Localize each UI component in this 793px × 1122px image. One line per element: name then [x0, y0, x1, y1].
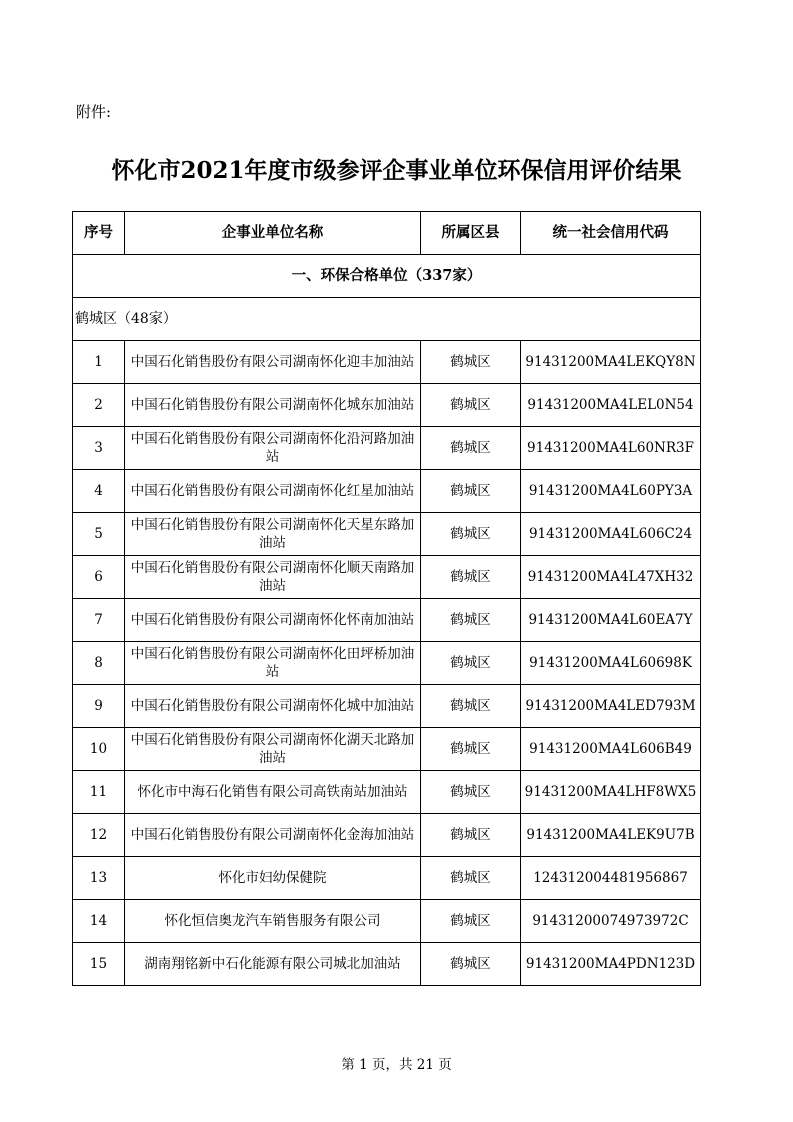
company-name: 中国石化销售股份有限公司湖南怀化天星东路加油站 [125, 513, 421, 556]
company-name: 湖南翔铭新中石化能源有限公司城北加油站 [125, 943, 421, 986]
credit-code: 91431200MA4L60EA7Y [521, 599, 701, 642]
company-name: 中国石化销售股份有限公司湖南怀化城中加油站 [125, 685, 421, 728]
company-name: 中国石化销售股份有限公司湖南怀化湖天北路加油站 [125, 728, 421, 771]
credit-code: 91431200MA4L47XH32 [521, 556, 701, 599]
attachment-label: 附件: [76, 103, 112, 121]
section-title: 一、环保合格单位（337家） [73, 255, 701, 298]
table-row [73, 470, 701, 513]
company-name: 怀化恒信奥龙汽车销售服务有限公司 [125, 900, 421, 943]
credit-code: 124312004481956867 [521, 857, 701, 900]
credit-code: 91431200MA4L60PY3A [521, 470, 701, 513]
row-number: 1 [73, 341, 125, 384]
row-number: 7 [73, 599, 125, 642]
company-name: 中国石化销售股份有限公司湖南怀化红星加油站 [125, 470, 421, 513]
row-number: 14 [73, 900, 125, 943]
credit-code: 91431200MA4LHF8WX5 [521, 771, 701, 814]
row-number: 15 [73, 943, 125, 986]
table-row [73, 900, 701, 943]
company-name: 中国石化销售股份有限公司湖南怀化顺天南路加油站 [125, 556, 421, 599]
row-number: 9 [73, 685, 125, 728]
row-number: 12 [73, 814, 125, 857]
document-title: 怀化市2021年度市级参评企事业单位环保信用评价结果 [111, 157, 682, 184]
district-cell: 鹤城区 [421, 470, 521, 513]
district-cell: 鹤城区 [421, 384, 521, 427]
row-number: 8 [73, 642, 125, 685]
row-number: 11 [73, 771, 125, 814]
row-number: 4 [73, 470, 125, 513]
table-row [73, 685, 701, 728]
district-cell: 鹤城区 [421, 513, 521, 556]
table-row [73, 943, 701, 986]
table-row [73, 513, 701, 556]
row-number: 10 [73, 728, 125, 771]
district-cell: 鹤城区 [421, 642, 521, 685]
district-cell: 鹤城区 [421, 599, 521, 642]
group-title: 鹤城区（48家） [73, 298, 701, 341]
table-row [73, 642, 701, 685]
table-row [73, 599, 701, 642]
credit-code: 91431200MA4LEL0N54 [521, 384, 701, 427]
row-number: 3 [73, 427, 125, 470]
row-number: 2 [73, 384, 125, 427]
table-row [73, 556, 701, 599]
credit-code: 91431200MA4LEK9U7B [521, 814, 701, 857]
header-district: 所属区县 [421, 212, 521, 255]
district-cell: 鹤城区 [421, 857, 521, 900]
company-name: 中国石化销售股份有限公司湖南怀化迎丰加油站 [125, 341, 421, 384]
district-cell: 鹤城区 [421, 685, 521, 728]
credit-code: 91431200MA4PDN123D [521, 943, 701, 986]
table-row [73, 341, 701, 384]
section-row [73, 255, 701, 298]
row-number: 6 [73, 556, 125, 599]
row-number: 5 [73, 513, 125, 556]
credit-code: 91431200MA4L606B49 [521, 728, 701, 771]
district-cell: 鹤城区 [421, 943, 521, 986]
group-row [73, 298, 701, 341]
credit-code: 91431200MA4L606C24 [521, 513, 701, 556]
credit-code: 91431200MA4L60698K [521, 642, 701, 685]
district-cell: 鹤城区 [421, 771, 521, 814]
district-cell: 鹤城区 [421, 900, 521, 943]
header-code: 统一社会信用代码 [521, 212, 701, 255]
header-name: 企事业单位名称 [125, 212, 421, 255]
district-cell: 鹤城区 [421, 814, 521, 857]
district-cell: 鹤城区 [421, 556, 521, 599]
table-row [73, 857, 701, 900]
company-name: 中国石化销售股份有限公司湖南怀化怀南加油站 [125, 599, 421, 642]
table-row [73, 771, 701, 814]
district-cell: 鹤城区 [421, 341, 521, 384]
row-number: 13 [73, 857, 125, 900]
credit-code: 91431200074973972C [521, 900, 701, 943]
company-name: 中国石化销售股份有限公司湖南怀化田坪桥加油站 [125, 642, 421, 685]
company-name: 中国石化销售股份有限公司湖南怀化城东加油站 [125, 384, 421, 427]
company-name: 中国石化销售股份有限公司湖南怀化金海加油站 [125, 814, 421, 857]
district-cell: 鹤城区 [421, 427, 521, 470]
credit-code: 91431200MA4LEKQY8N [521, 341, 701, 384]
page-footer: 第 1 页，共 21 页 [341, 1057, 452, 1073]
company-name: 怀化市妇幼保健院 [125, 857, 421, 900]
table-row [73, 384, 701, 427]
table-row [73, 814, 701, 857]
table-row [73, 728, 701, 771]
credit-code: 91431200MA4L60NR3F [521, 427, 701, 470]
table-row [73, 427, 701, 470]
header-no: 序号 [73, 212, 125, 255]
header-row [73, 212, 701, 255]
results-table [72, 211, 701, 986]
company-name: 怀化市中海石化销售有限公司高铁南站加油站 [125, 771, 421, 814]
credit-code: 91431200MA4LED793M [521, 685, 701, 728]
company-name: 中国石化销售股份有限公司湖南怀化沿河路加油站 [125, 427, 421, 470]
district-cell: 鹤城区 [421, 728, 521, 771]
